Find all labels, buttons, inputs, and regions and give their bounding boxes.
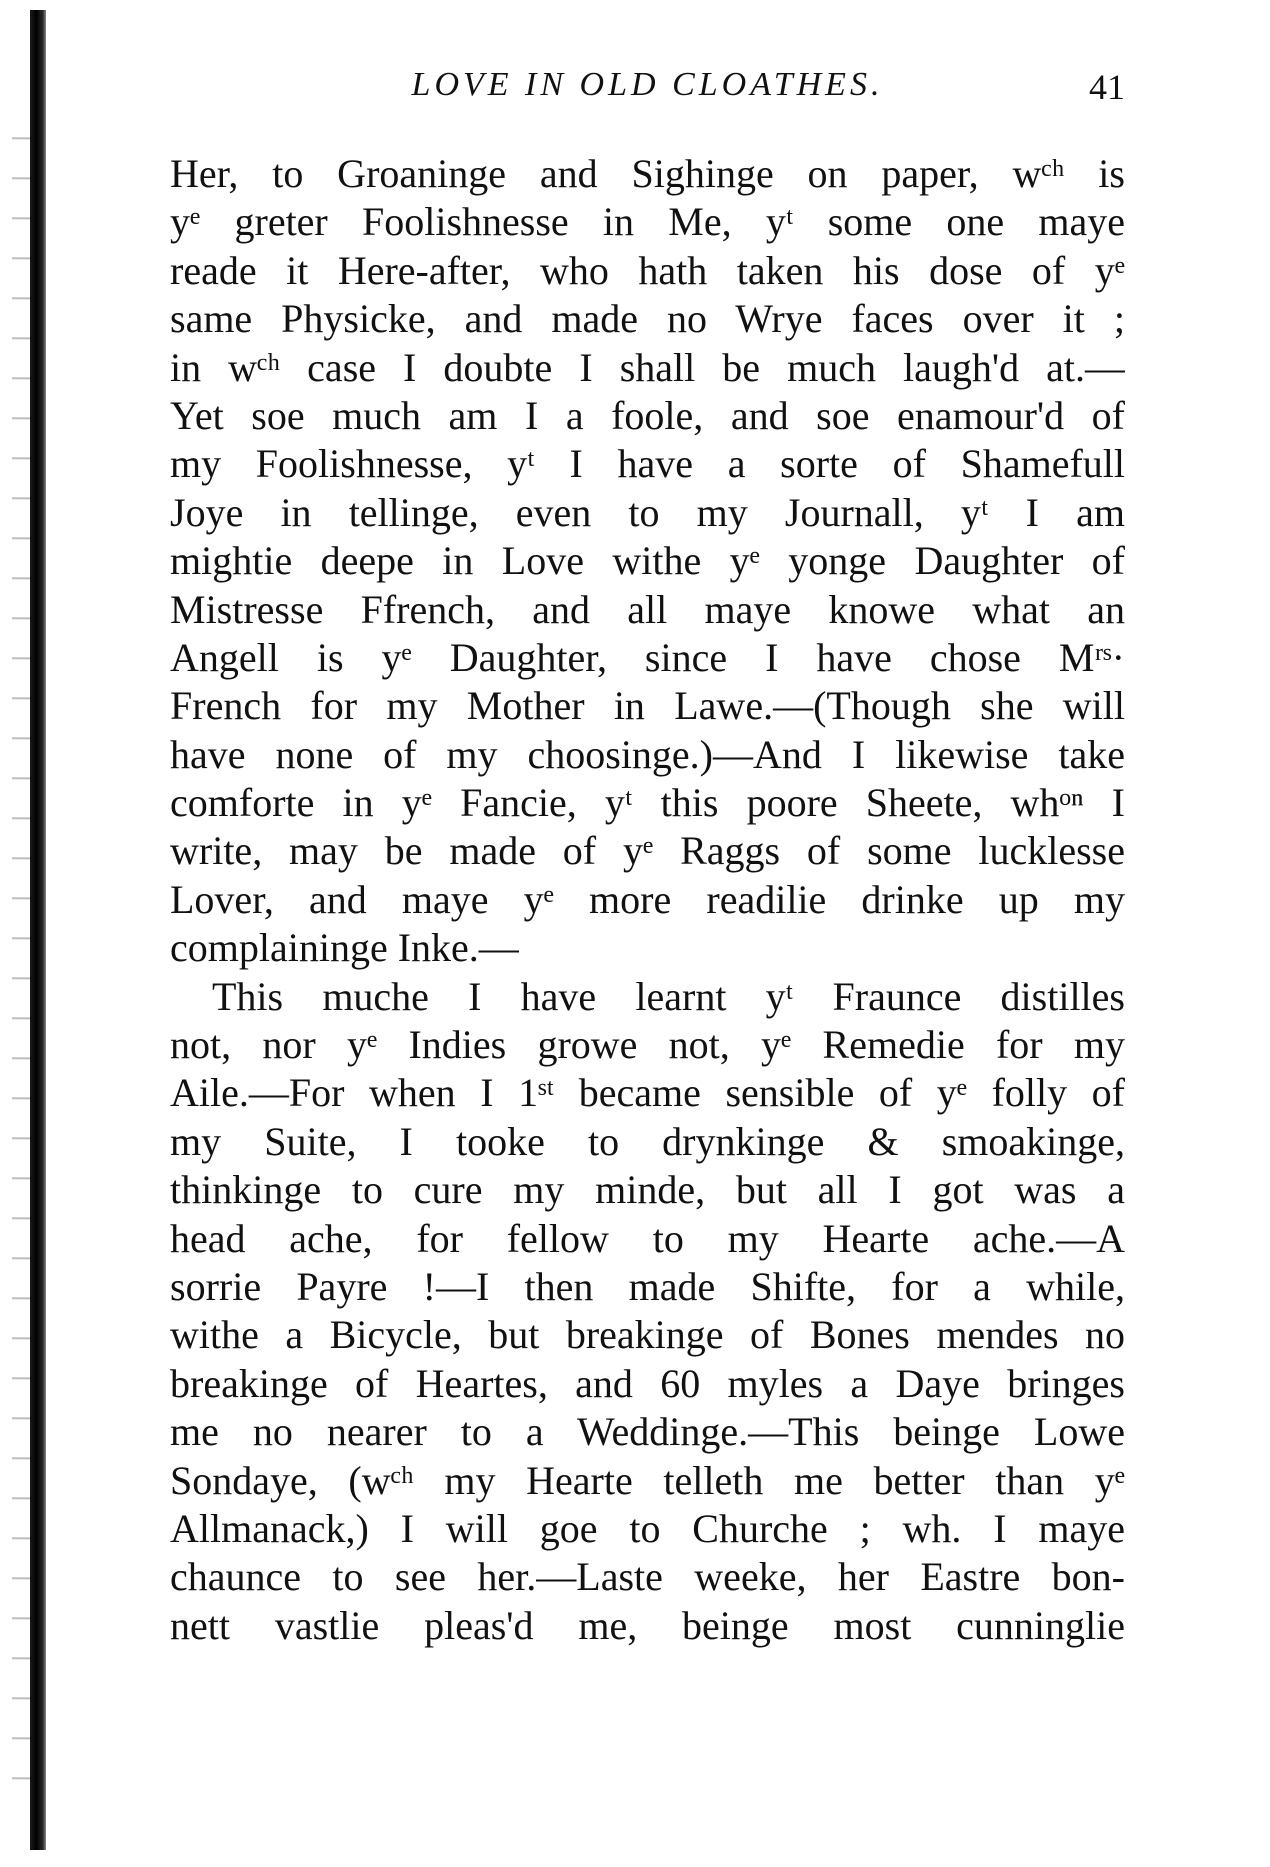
text-line: mightie deepe in Love withe yᵉ yonge Daughter of xyxy=(170,538,1125,584)
text-line: have none of my choosinge.)—And I likewise take xyxy=(170,731,1125,777)
paragraph-end-line: complaininge Inke.— xyxy=(170,925,519,971)
text-line: Sondaye, (wᶜʰ my Hearte telleth me better than yᵉ xyxy=(170,1457,1125,1503)
text-line: Yet soe much am I a foole, and soe enamour'd of xyxy=(170,392,1125,438)
text-line: me no nearer to a Weddinge.—This beinge Lowe xyxy=(170,1409,1125,1455)
text-line: nett vastlie pleas'd me, beinge most cunninglie xyxy=(170,1602,1125,1648)
page-number: 41 xyxy=(1089,67,1125,107)
text-line: Angell is yᵉ Daughter, since I have chose Mʳˢ· xyxy=(170,634,1125,680)
text-line: my Foolishnesse, yᵗ I have a sorte of Shamefull xyxy=(170,441,1125,487)
text-line: in wᶜʰ case I doubte I shall be much laugh'd at.— xyxy=(170,344,1125,390)
text-line: reade it Here-after, who hath taken his dose of yᵉ xyxy=(170,247,1125,293)
text-line: Aile.—For when I 1ˢᵗ became sensible of yᵉ folly of xyxy=(170,1070,1125,1116)
text-line: Her, to Groaninge and Sighinge on paper, wᶜʰ is xyxy=(170,151,1125,196)
page-edge-marks xyxy=(12,100,32,1800)
text-line: breakinge of Heartes, and 60 myles a Daye bringes xyxy=(170,1360,1125,1406)
text-line: my Suite, I tooke to drynkinge & smoakinge, xyxy=(170,1118,1125,1164)
text-line: chaunce to see her.—Laste weeke, her Eastre bon- xyxy=(170,1554,1125,1600)
text-line: Lover, and maye yᵉ more readilie drinke up my xyxy=(170,876,1125,922)
text-line: Mistresse Ffrench, and all maye knowe what an xyxy=(170,586,1125,632)
text-line: thinkinge to cure my minde, but all I got was a xyxy=(170,1167,1125,1213)
text-line: not, nor yᵉ Indies growe not, yᵉ Remedie for my xyxy=(170,1022,1125,1068)
book-spine-edge xyxy=(30,10,46,1850)
text-line: head ache, for fellow to my Hearte ache.—A xyxy=(170,1215,1125,1261)
body-text xyxy=(170,150,1125,1650)
text-line: withe a Bicycle, but breakinge of Bones mendes no xyxy=(170,1312,1125,1358)
text-line: same Physicke, and made no Wrye faces over it ; xyxy=(170,296,1125,342)
text-line: write, may be made of yᵉ Raggs of some lucklesse xyxy=(170,828,1125,874)
text-line: French for my Mother in Lawe.—(Though she will xyxy=(170,683,1125,729)
text-line: sorrie Payre !—I then made Shifte, for a while, xyxy=(170,1263,1125,1309)
page-header xyxy=(170,60,1125,110)
paragraph-start-line: This muche I have learnt yᵗ Fraunce distilles xyxy=(212,973,1125,1019)
running-title: LOVE IN OLD CLOATHES. xyxy=(411,66,884,103)
text-line: Allmanack,) I will goe to Churche ; wh. I maye xyxy=(170,1505,1125,1551)
text-line: Joye in tellinge, even to my Journall, yᵗ I am xyxy=(170,489,1125,535)
text-line: yᵉ greter Foolishnesse in Me, yᵗ some one maye xyxy=(170,199,1125,245)
text-line: comforte in yᵉ Fancie, yᵗ this poore Sheete, whᵒⁿ I xyxy=(170,780,1125,826)
